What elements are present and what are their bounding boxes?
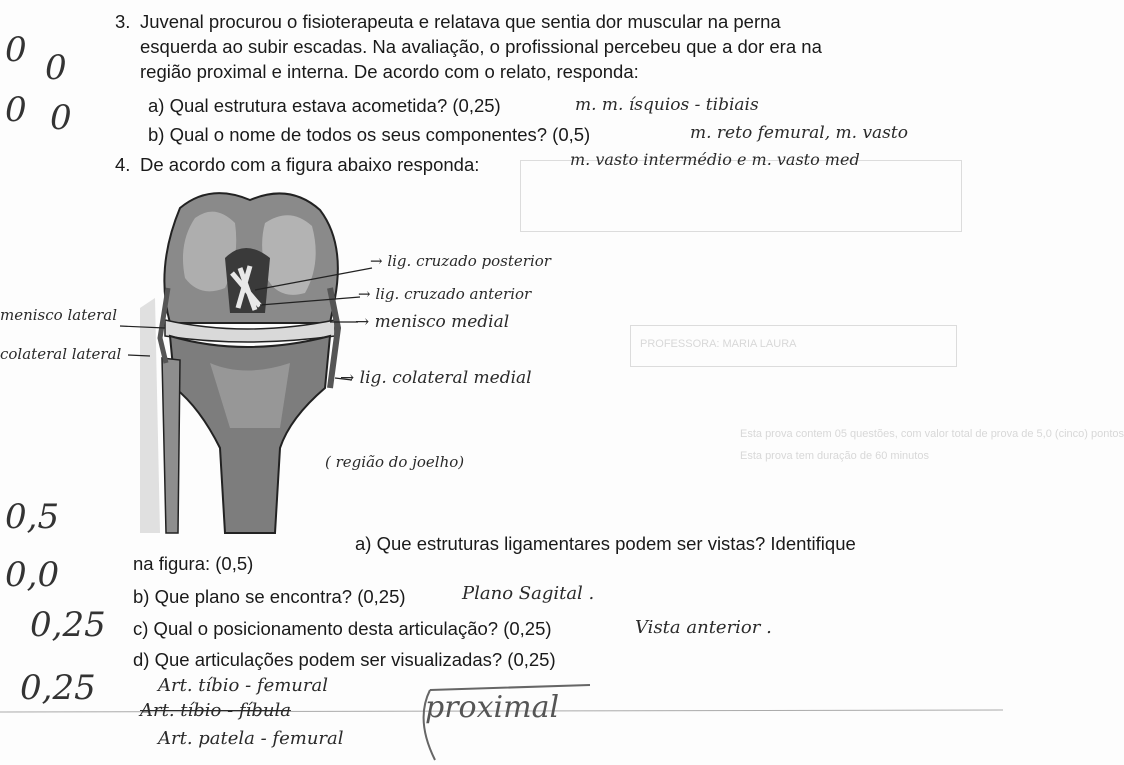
question-3-text: região proximal e interna. De acordo com o relato, responda: [140, 61, 639, 82]
answer-4c: Vista anterior . [635, 617, 772, 638]
question-4-item-d: d) Que articulações podem ser visualizadas? (0,25) [133, 649, 556, 670]
label-menisco-medial: → menisco medial [355, 312, 510, 332]
bleed-through-text: Esta prova tem duração de 60 minutos [740, 450, 929, 462]
label-colateral-lateral: colateral lateral [0, 345, 122, 363]
answer-4d-line: Art. tíbio - fíbula [140, 700, 291, 721]
grade-mark: 0,0 [5, 555, 60, 595]
question-3-item-a: a) Qual estrutura estava acometida? (0,25) [148, 95, 501, 116]
label-lig-colateral-medial: → lig. colateral medial [340, 368, 532, 388]
question-4-item-a-cont: na figura: (0,5) [133, 553, 254, 574]
label-lig-cruzado-posterior: → lig. cruzado posterior [370, 252, 551, 270]
label-menisco-lateral: menisco lateral [0, 306, 118, 324]
grade-mark: 0 [45, 48, 67, 88]
grade-mark: 0,25 [20, 668, 96, 708]
label-lig-cruzado-anterior: → lig. cruzado anterior [358, 285, 532, 303]
answer-4d-line: Art. patela - femural [158, 728, 344, 749]
answer-3a: m. m. ísquios - tibiais [575, 95, 759, 115]
answer-4d-line: Art. tíbio - femural [158, 675, 328, 696]
bleed-through-text: PROFESSORA: MARIA LAURA [640, 338, 797, 350]
bracket-mark [410, 680, 600, 765]
answer-3b-cont: m. vasto intermédio e m. vasto med [570, 150, 860, 169]
answer-4d-note: proximal [425, 690, 560, 725]
bleed-through-text: Esta prova contem 05 questões, com valor total de prova de 5,0 (cinco) pontos [740, 428, 1124, 440]
question-4-text: De acordo com a figura abaixo responda: [140, 154, 480, 175]
figure-caption: ( região do joelho) [325, 453, 465, 471]
grade-mark: 0 [5, 30, 27, 70]
grade-mark: 0 [50, 98, 72, 138]
grade-mark: 0,5 [5, 497, 60, 537]
question-3-number: 3. [115, 11, 131, 32]
answer-3b: m. reto femural, m. vasto [690, 123, 908, 143]
question-3-text: esquerda ao subir escadas. Na avaliação, o profissional percebeu que a dor era na [140, 36, 822, 57]
grade-mark: 0 [5, 90, 27, 130]
question-3-text: Juvenal procurou o fisioterapeuta e relatava que sentia dor muscular na perna [140, 11, 781, 32]
question-4-item-c: c) Qual o posicionamento desta articulação? (0,25) [133, 618, 552, 639]
question-3-item-b: b) Qual o nome de todos os seus componentes? (0,5) [148, 124, 591, 145]
question-4-item-b: b) Que plano se encontra? (0,25) [133, 586, 406, 607]
grade-mark: 0,25 [30, 605, 106, 645]
question-4-item-a: a) Que estruturas ligamentares podem ser vistas? Identifique [355, 533, 856, 554]
answer-4b: Plano Sagital . [462, 583, 595, 604]
question-4-number: 4. [115, 154, 131, 175]
